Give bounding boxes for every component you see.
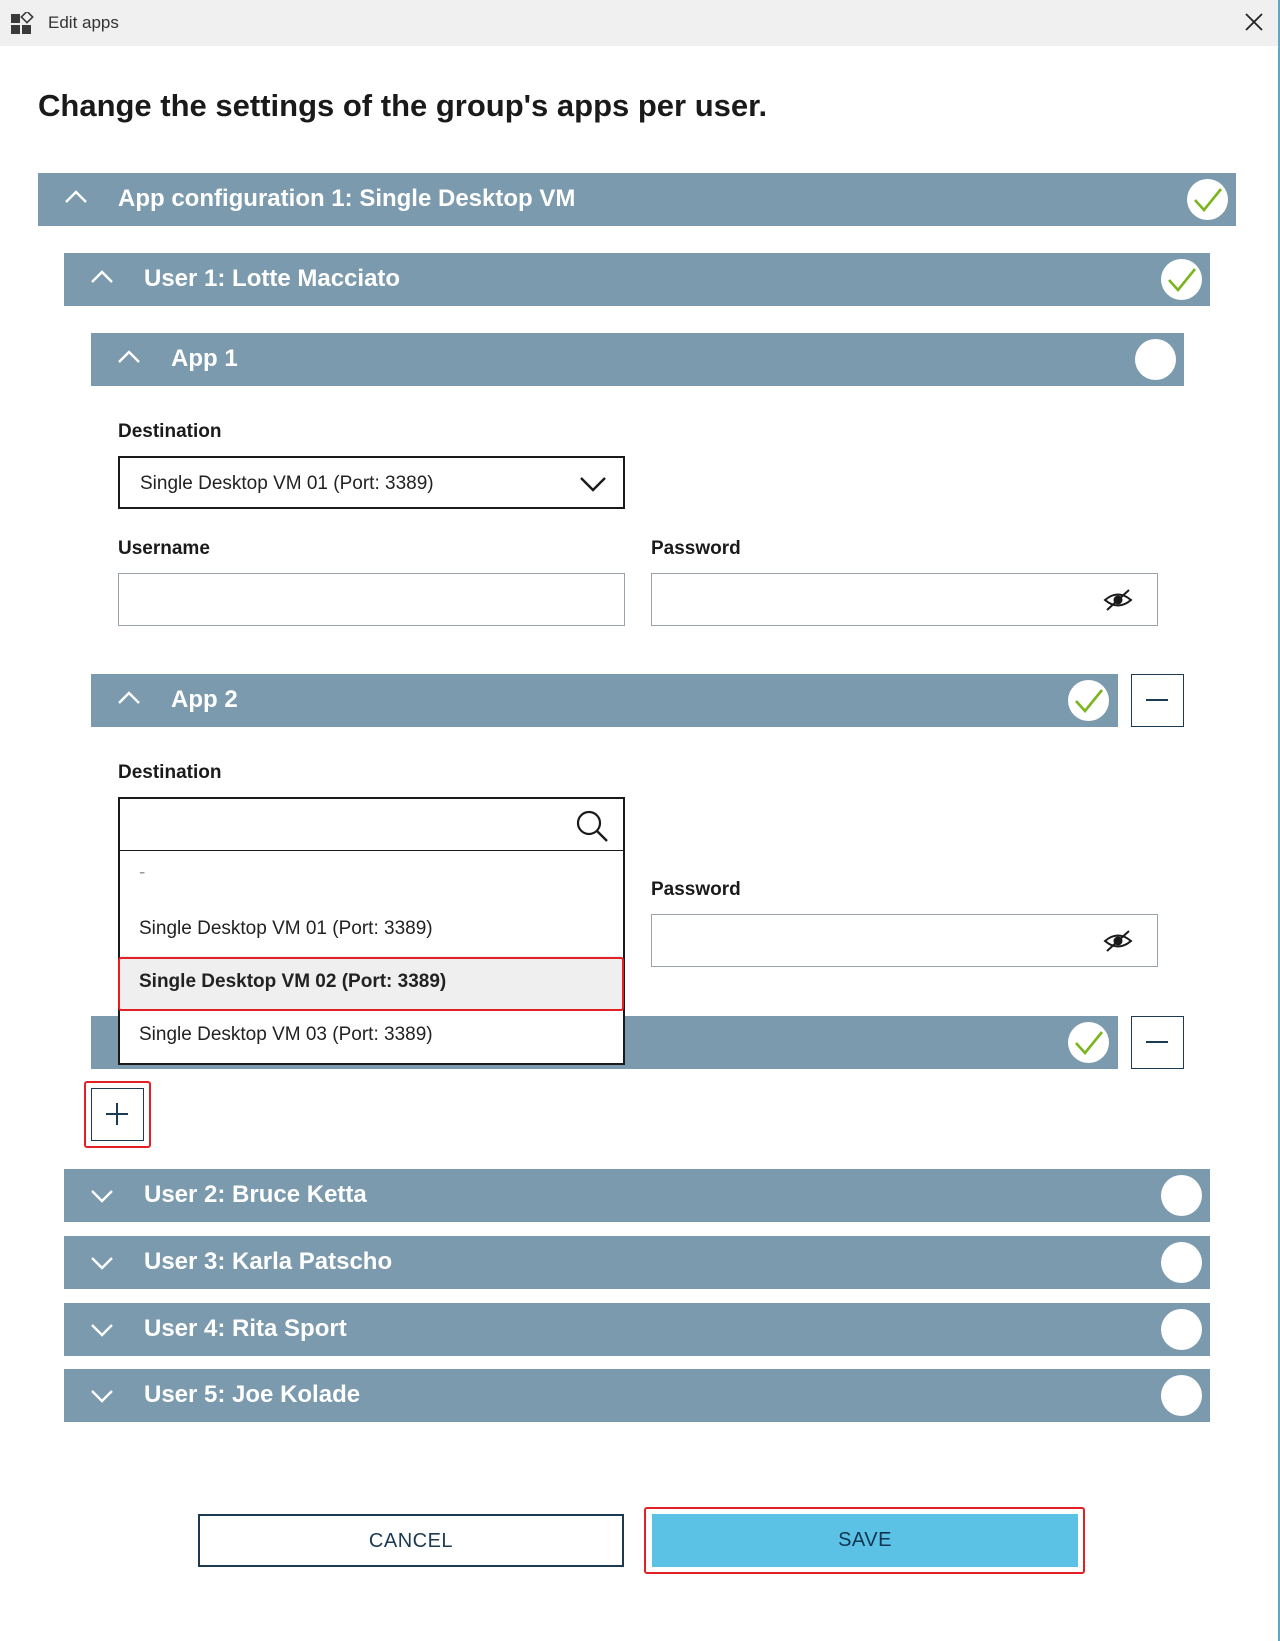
chevron-up-icon[interactable] — [117, 350, 141, 364]
window-titlebar — [0, 0, 1278, 46]
chevron-down-icon — [579, 476, 607, 492]
password-input[interactable] — [651, 914, 1158, 967]
check-icon — [1068, 680, 1109, 721]
dropdown-search-input[interactable] — [120, 799, 623, 851]
user-4-header[interactable] — [64, 1303, 1210, 1356]
username-label: Username — [118, 538, 210, 559]
user-5-title: User 5: Joe Kolade — [144, 1381, 361, 1408]
username-input[interactable] — [118, 573, 625, 626]
app-1-title: App 1 — [171, 345, 238, 372]
destination-select[interactable] — [118, 456, 625, 509]
dropdown-option-selected[interactable] — [120, 956, 623, 1009]
save-button[interactable]: SAVE — [652, 1514, 1078, 1567]
eye-off-icon[interactable] — [1103, 929, 1133, 953]
chevron-up-icon[interactable] — [90, 270, 114, 284]
dropdown-option-label: - — [139, 862, 146, 883]
dropdown-option[interactable] — [120, 903, 623, 956]
dropdown-option-label: Single Desktop VM 01 (Port: 3389) — [139, 918, 433, 939]
user-4-title: User 4: Rita Sport — [144, 1315, 347, 1342]
destination-value: Single Desktop VM 01 (Port: 3389) — [140, 473, 434, 494]
check-icon — [1068, 1022, 1109, 1063]
user-3-title: User 3: Karla Patscho — [144, 1248, 393, 1275]
chevron-down-icon[interactable] — [90, 1189, 114, 1203]
chevron-up-icon[interactable] — [64, 190, 88, 204]
eye-off-icon[interactable] — [1103, 588, 1133, 612]
user-2-title: User 2: Bruce Ketta — [144, 1181, 367, 1208]
remove-app-2-button[interactable] — [1131, 674, 1184, 727]
remove-app-3-button[interactable] — [1131, 1016, 1184, 1069]
dropdown-option[interactable] — [120, 1009, 623, 1062]
user-1-header[interactable] — [64, 253, 1210, 306]
dropdown-option-label: Single Desktop VM 03 (Port: 3389) — [139, 1024, 433, 1045]
user-5-header[interactable] — [64, 1369, 1210, 1422]
chevron-down-icon[interactable] — [90, 1256, 114, 1270]
check-icon — [1161, 259, 1202, 300]
status-empty-icon — [1135, 339, 1176, 380]
check-icon — [1187, 179, 1228, 220]
chevron-up-icon[interactable] — [117, 691, 141, 705]
destination-dropdown[interactable] — [118, 797, 625, 1065]
user-3-header[interactable] — [64, 1236, 1210, 1289]
close-icon[interactable] — [1245, 13, 1263, 36]
status-empty-icon — [1161, 1175, 1202, 1216]
app-config-title: App configuration 1: Single Desktop VM — [118, 185, 576, 212]
destination-label: Destination — [118, 762, 222, 783]
user-1-title: User 1: Lotte Macciato — [144, 265, 401, 292]
chevron-down-icon[interactable] — [90, 1323, 114, 1337]
password-label: Password — [651, 879, 741, 900]
app-2-title: App 2 — [171, 686, 238, 713]
app-config-header[interactable] — [38, 173, 1236, 226]
minus-icon — [1145, 1030, 1169, 1054]
minus-icon — [1145, 688, 1169, 712]
app-1-header[interactable] — [91, 333, 1184, 386]
status-empty-icon — [1161, 1242, 1202, 1283]
page-title: Change the settings of the group's apps per user. — [38, 88, 768, 123]
cancel-button[interactable]: CANCEL — [198, 1514, 624, 1567]
chevron-down-icon[interactable] — [90, 1389, 114, 1403]
apps-icon — [11, 12, 35, 41]
search-icon — [575, 809, 609, 843]
status-empty-icon — [1161, 1375, 1202, 1416]
destination-label: Destination — [118, 421, 222, 442]
plus-icon — [105, 1102, 129, 1126]
dropdown-option[interactable] — [120, 850, 623, 903]
add-app-button[interactable] — [91, 1088, 144, 1141]
dropdown-option-label: Single Desktop VM 02 (Port: 3389) — [139, 971, 447, 992]
status-empty-icon — [1161, 1309, 1202, 1350]
window-title: Edit apps — [48, 13, 119, 32]
user-2-header[interactable] — [64, 1169, 1210, 1222]
app-2-header[interactable] — [91, 674, 1118, 727]
password-input[interactable] — [651, 573, 1158, 626]
password-label: Password — [651, 538, 741, 559]
